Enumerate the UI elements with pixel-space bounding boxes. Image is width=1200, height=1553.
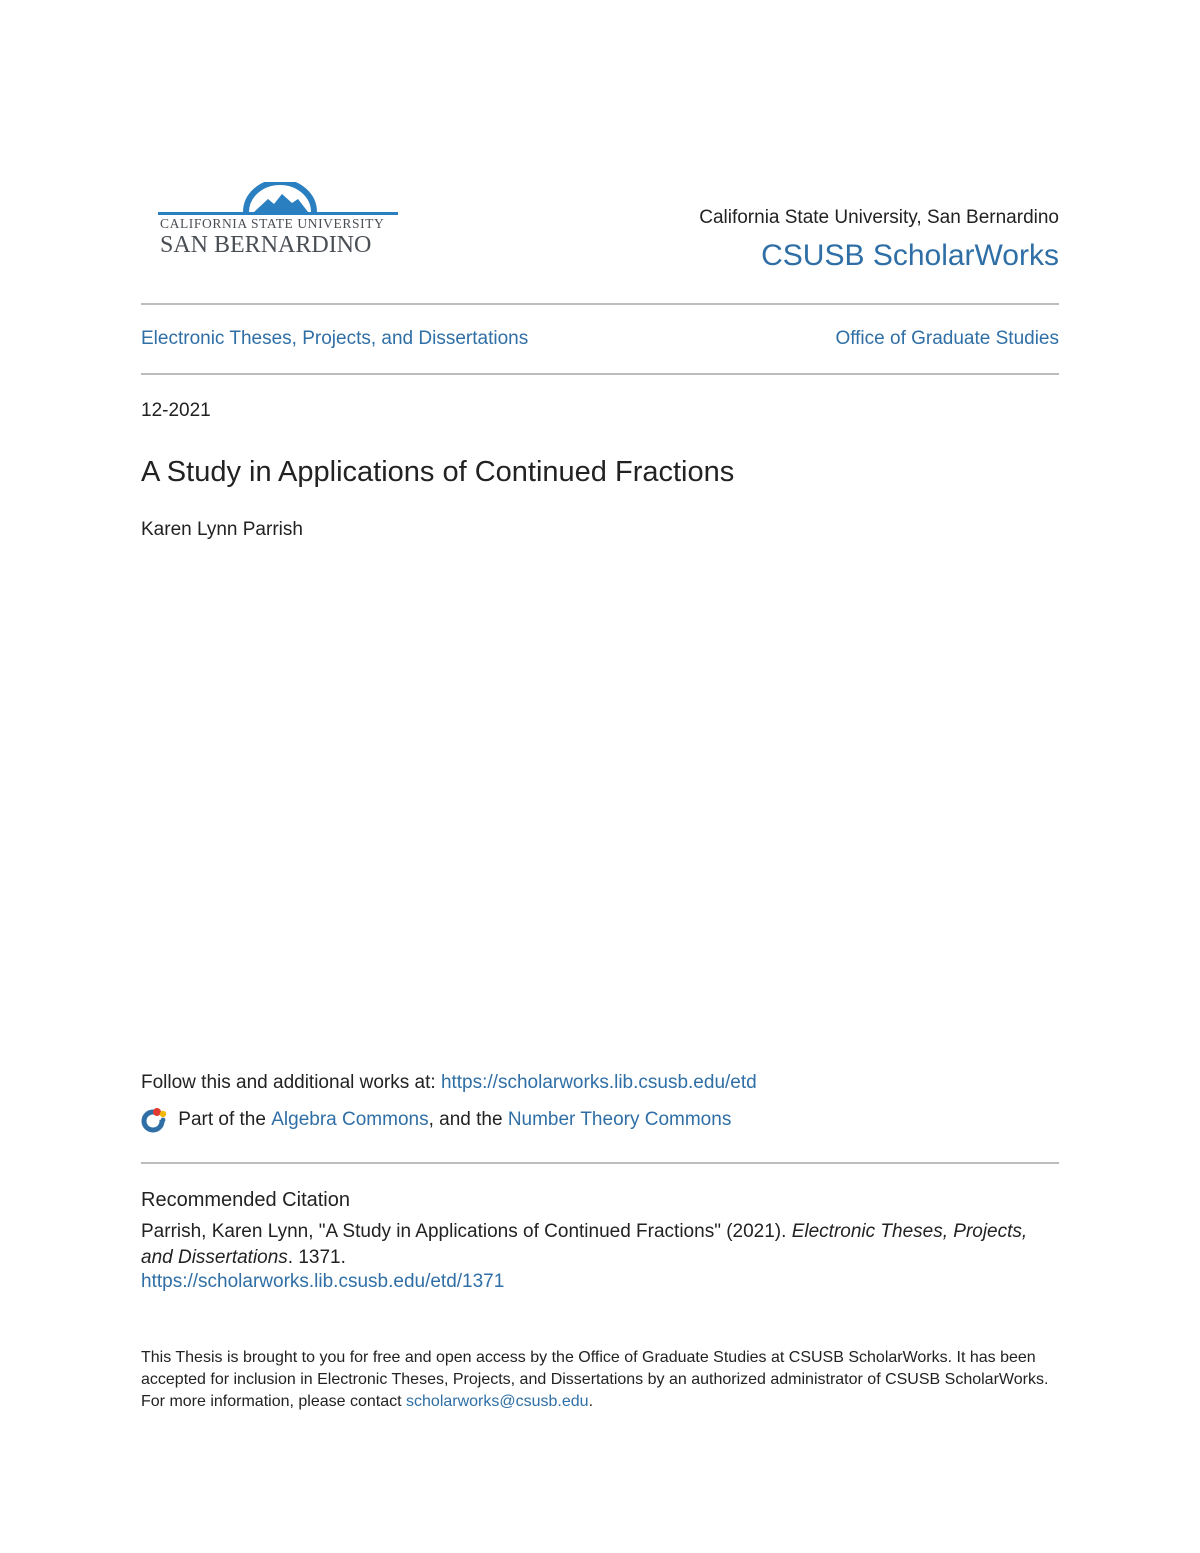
publication-date: 12-2021: [141, 400, 211, 421]
part-of-prefix: Part of the: [173, 1109, 272, 1130]
part-of-middle: , and the: [428, 1109, 508, 1130]
citation-main: Parrish, Karen Lynn, "A Study in Applications of Continued Fractions" (2021).: [141, 1221, 792, 1242]
logo-line1: CALIFORNIA STATE UNIVERSITY: [160, 216, 385, 231]
collection-link[interactable]: Electronic Theses, Projects, and Dissertations: [141, 328, 529, 349]
follow-label: Follow this and additional works at:: [141, 1072, 441, 1093]
contact-email-link[interactable]: scholarworks@csusb.edu: [406, 1393, 589, 1410]
citation-divider: [141, 1162, 1059, 1164]
citation-text: [141, 1219, 1061, 1271]
office-link[interactable]: Office of Graduate Studies: [835, 328, 1059, 349]
access-statement: [141, 1347, 1061, 1413]
header-divider: [141, 303, 1059, 305]
logo-line2: SAN BERNARDINO: [160, 232, 372, 258]
document-title: A Study in Applications of Continued Fractions: [141, 456, 735, 488]
institution-name: California State University, San Bernardino: [699, 207, 1059, 228]
citation-url-link[interactable]: https://scholarworks.lib.csusb.edu/etd/1371: [141, 1271, 505, 1292]
citation-collection: Electronic Theses, Projects, and Dissertations: [141, 1221, 1028, 1268]
number-theory-commons-link[interactable]: Number Theory Commons: [507, 1109, 732, 1130]
bepress-commons-icon: [141, 1106, 169, 1134]
access-statement-text: This Thesis is brought to you for free and open access by the Office of Graduate Studies at CSUSB ScholarWorks. It has been accepted for inclusion in Electronic Theses, Projects, and Dissertations by an authorized administrator of CSUSB ScholarWorks. For more information, please contact: [141, 1349, 1049, 1410]
csusb-arch-mountain-logo-icon: [158, 182, 398, 262]
follow-line: [141, 1072, 757, 1094]
repository-link[interactable]: CSUSB ScholarWorks: [761, 239, 1059, 272]
algebra-commons-link[interactable]: Algebra Commons: [271, 1109, 429, 1130]
follow-url-link[interactable]: https://scholarworks.lib.csusb.edu/etd: [440, 1072, 757, 1093]
nav-divider: [141, 373, 1059, 375]
access-statement-end: .: [588, 1393, 594, 1410]
part-of-line: [141, 1106, 731, 1134]
document-author: Karen Lynn Parrish: [141, 519, 303, 540]
citation-end: . 1371.: [287, 1247, 346, 1268]
csusb-logo: [158, 182, 398, 262]
recommended-citation-heading: Recommended Citation: [141, 1189, 350, 1211]
